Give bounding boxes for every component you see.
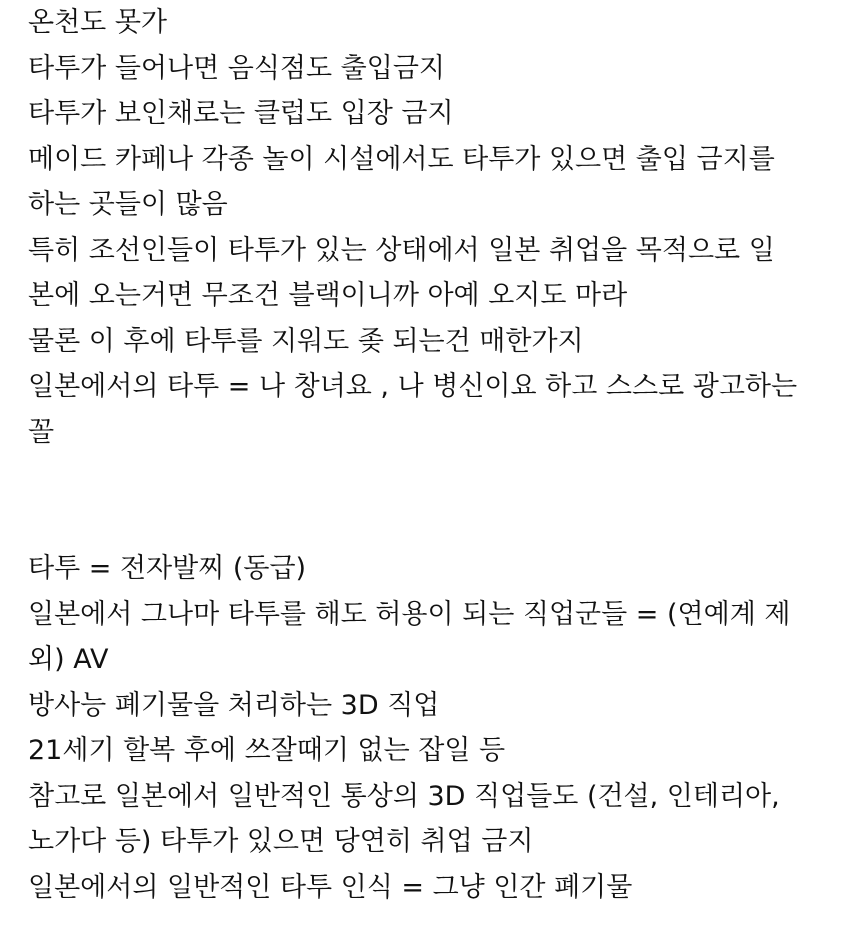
text-line: 특히 조선인들이 타투가 있는 상태에서 일본 취업을 목적으로 일 — [28, 234, 775, 266]
text-line: 일본에서의 일반적인 타투 인식 = 그냥 인간 폐기물 — [28, 871, 633, 903]
text-line: 21세기 할복 후에 쓰잘때기 없는 잡일 등 — [28, 735, 506, 766]
text-line: 꼴 — [28, 416, 55, 448]
post-body — [28, 0, 838, 910]
text-line: 방사능 폐기물을 처리하는 3D 직업 — [28, 689, 440, 721]
text-line: 노가다 등) 타투가 있으면 당연히 취업 금지 — [28, 826, 534, 857]
text-line: 일본에서 그나마 타투를 해도 허용이 되는 직업군들 = (연예계 제 — [28, 598, 791, 630]
text-line: 메이드 카페나 각종 놀이 시설에서도 타투가 있으면 출입 금지를 — [28, 143, 775, 175]
paragraph-spacer — [28, 455, 838, 546]
paragraph-2 — [28, 546, 838, 910]
text-line: 본에 오는거면 무조건 블랙이니까 아예 오지도 마라 — [28, 280, 628, 311]
text-line: 외) AV — [28, 644, 109, 675]
text-line: 일본에서의 타투 = 나 창녀요 , 나 병신이요 하고 스스로 광고하는 — [28, 371, 798, 402]
text-line: 하는 곳들이 많음 — [28, 189, 228, 220]
paragraph-1 — [28, 0, 838, 455]
text-line: 타투가 보인채로는 클럽도 입장 금지 — [28, 98, 454, 129]
text-line: 물론 이 후에 타투를 지워도 좆 되는건 매한가지 — [28, 325, 584, 357]
text-line: 타투 = 전자발찌 (동급) — [28, 553, 307, 584]
text-line: 참고로 일본에서 일반적인 통상의 3D 직업들도 (건설, 인테리아, — [28, 780, 780, 812]
text-line: 타투가 들어나면 음식점도 출입금지 — [28, 52, 445, 84]
text-line: 온천도 못가 — [28, 7, 167, 38]
